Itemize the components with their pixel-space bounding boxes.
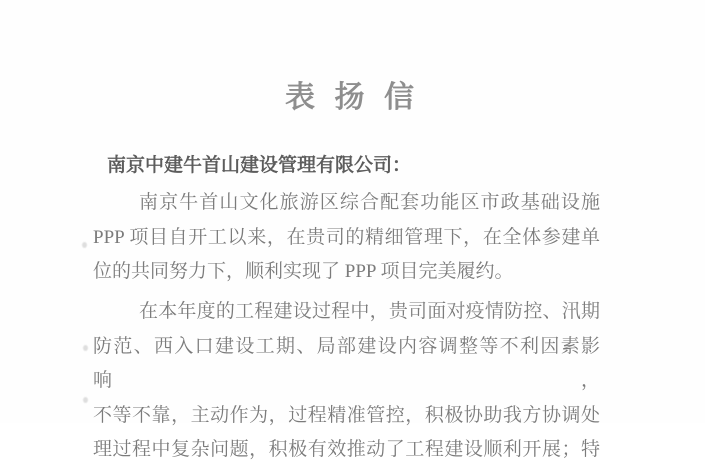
text-line: 不等不靠，主动作为，过程精准管控，积极协助我方协调处 xyxy=(93,404,600,426)
text-line: 南京牛首山文化旅游区综合配套功能区市政基础设施 xyxy=(139,192,600,213)
paragraph xyxy=(93,186,600,290)
scan-speck xyxy=(82,242,87,248)
letter-title: 表 扬 信 xyxy=(285,81,420,114)
scan-speck xyxy=(83,345,88,351)
salutation: 南京中建牛首山建设管理有限公司： xyxy=(107,155,412,176)
text-line: PPP 项目自开工以来，在贵司的精细管理下，在全体参建单 xyxy=(93,226,600,248)
text-line: 防范、西入口建设工期、局部建设内容调整等不利因素影响， xyxy=(93,335,600,391)
text-line: 在本年度的工程建设过程中，贵司面对疫情防控、汛期 xyxy=(139,301,600,322)
text-line: 位的共同努力下，顺利实现了 PPP 项目完美履约。 xyxy=(93,261,514,282)
paragraphs xyxy=(93,186,600,468)
paragraph xyxy=(93,295,600,468)
letter-body xyxy=(93,149,600,468)
scan-speck xyxy=(83,397,88,403)
text-line: 理过程中复杂问题，积极有效推动了工程建设顺利开展；特 xyxy=(93,439,600,460)
